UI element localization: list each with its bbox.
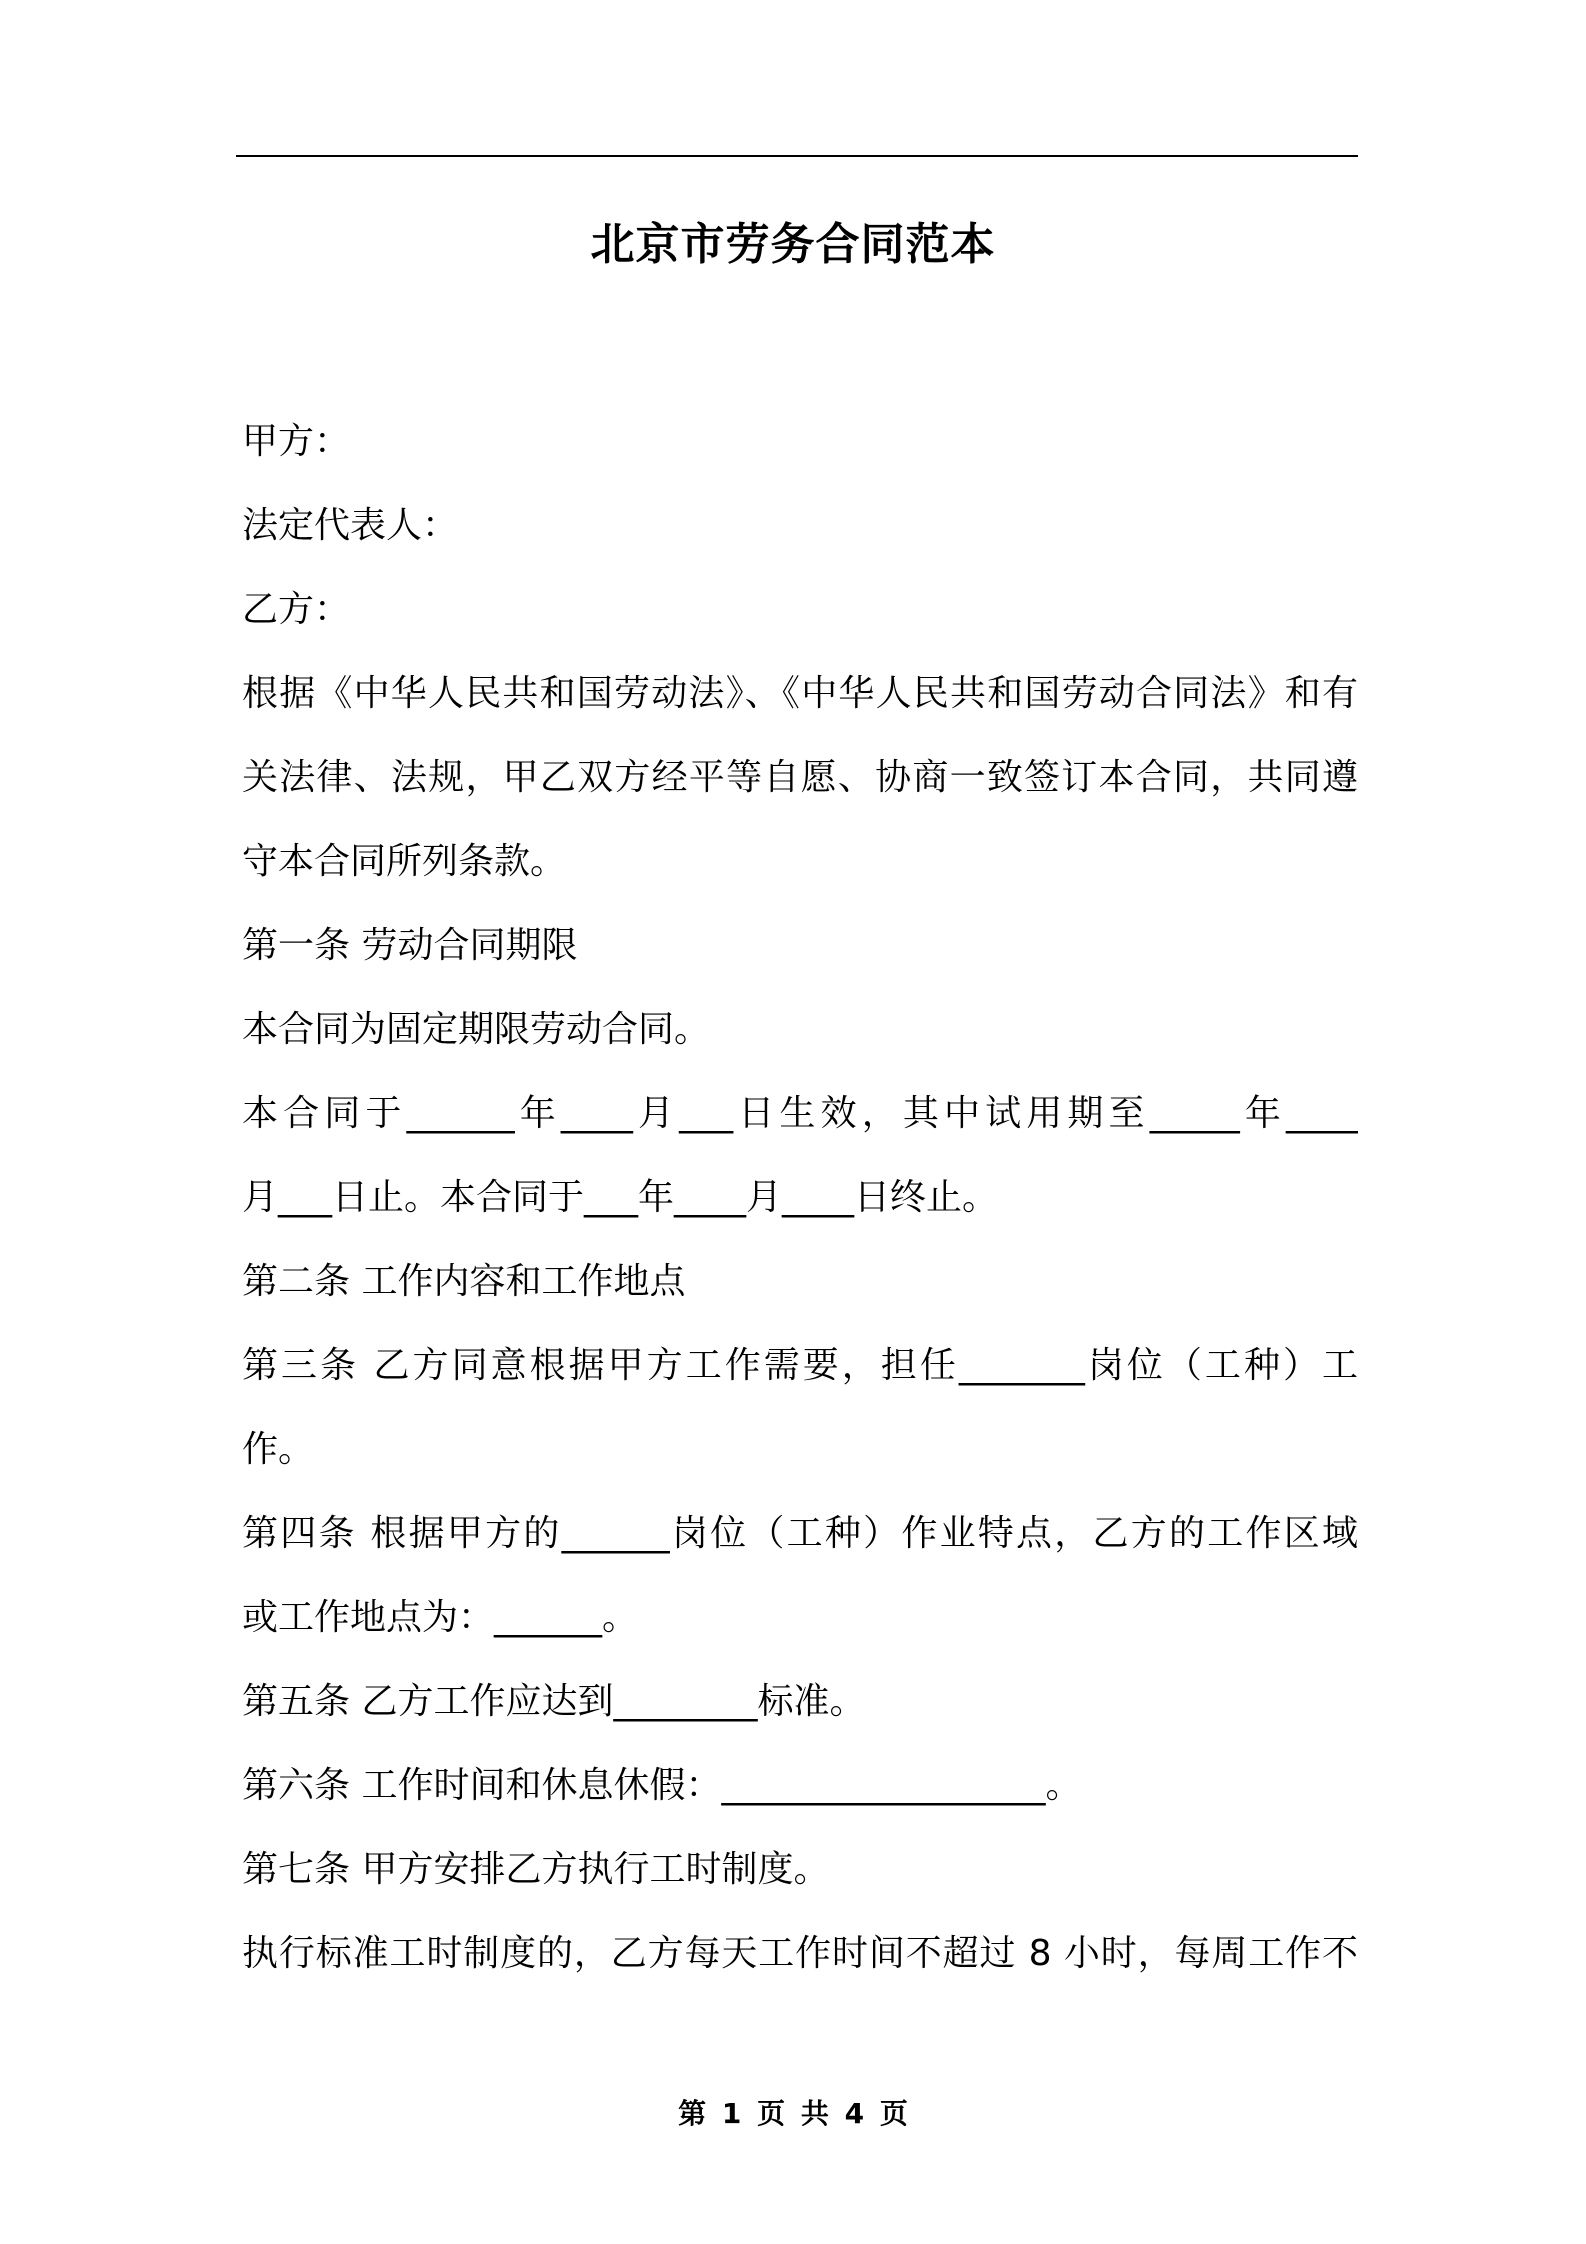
document-body: [242, 400, 1358, 1996]
preamble-line: 守本合同所列条款。: [242, 841, 567, 882]
party-a-line: 甲方：: [242, 421, 351, 462]
paragraph-line: 月___日止。本合同于___年____月____日终止。: [242, 1177, 999, 1218]
article-line: 第四条 根据甲方的______岗位（工种）作业特点，乙方的工作区域: [242, 1513, 1358, 1554]
article-heading: 第一条 劳动合同期限: [242, 925, 578, 966]
article-line: 第五条 乙方工作应达到________标准。: [242, 1681, 866, 1722]
article-line: 或工作地点为：______。: [242, 1597, 639, 1638]
page-number: 第 1 页 共 4 页: [678, 2097, 908, 2130]
preamble-line: 关法律、法规，甲乙双方经平等自愿、协商一致签订本合同，共同遵: [242, 757, 1358, 798]
document-title: 北京市劳务合同范本: [590, 219, 996, 270]
party-b-line: 乙方：: [242, 589, 351, 630]
paragraph-line: 执行标准工时制度的，乙方每天工作时间不超过 8 小时，每周工作不: [242, 1933, 1358, 1974]
preamble-line: 根据《中华人民共和国劳动法》、《中华人民共和国劳动合同法》和有: [242, 673, 1358, 714]
article-line: 作。: [242, 1429, 315, 1470]
article-line: 第七条 甲方安排乙方执行工时制度。: [242, 1849, 830, 1890]
article-line: 第三条 乙方同意根据甲方工作需要，担任_______岗位（工种）工: [242, 1345, 1358, 1386]
paragraph-line: 本合同为固定期限劳动合同。: [242, 1009, 711, 1050]
header-rule: [236, 155, 1358, 157]
paragraph-line: 本合同于______年____月___日生效，其中试用期至_____年____: [242, 1093, 1358, 1134]
article-line: 第六条 工作时间和休息休假：__________________。: [242, 1765, 1082, 1806]
article-heading: 第二条 工作内容和工作地点: [242, 1261, 686, 1302]
legal-representative-line: 法定代表人：: [242, 505, 459, 546]
